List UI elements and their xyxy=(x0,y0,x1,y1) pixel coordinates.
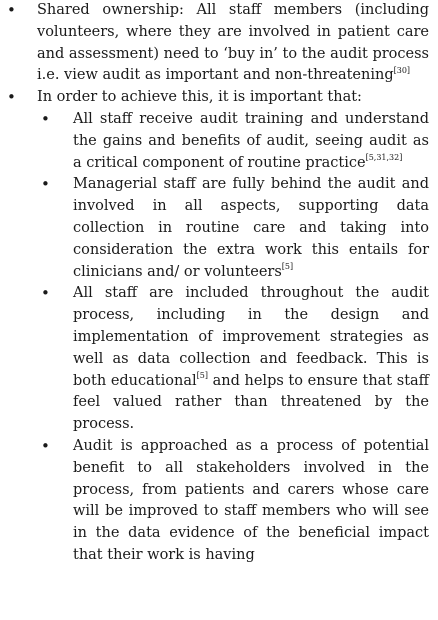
sub-item-managerial-staff xyxy=(0,174,429,283)
citation: [5] xyxy=(281,261,294,271)
item-text: Audit is approached as a process of potential benefit to all stakeholders involved in the process, from patients and carers whose care will be improved to staff members who will see in the data evidence of the beneficial impact that their work is having xyxy=(73,437,429,563)
bullet-icon: • xyxy=(7,88,16,107)
sub-item-all-staff-included xyxy=(0,283,429,436)
bullet-icon: • xyxy=(41,175,50,194)
list-item-shared-ownership xyxy=(0,0,429,87)
citation: [5,31,32] xyxy=(365,152,403,162)
item-text-continued: and helps to ensure that staff feel valued rather than threatened by the process. xyxy=(73,372,429,433)
item-text: All staff are included throughout the audit process, including in the design and implementation of improvement strategies as well as data collection and feedback. This is both educational xyxy=(73,285,429,389)
sub-item-audit-training xyxy=(0,109,429,174)
sub-item-audit-approach xyxy=(0,436,429,567)
item-text: All staff receive audit training and understand the gains and benefits of audit, seeing audit as a critical component of routine practice xyxy=(73,110,429,171)
item-text: Managerial staff are fully behind the audit and involved in all aspects, supporting data collection in routine care and taking into consideration the extra work this entails for clinicians and/ or volunteers xyxy=(73,176,429,280)
citation: [5] xyxy=(196,370,208,380)
bullet-icon: • xyxy=(7,1,16,19)
item-text: In order to achieve this, it is important that: xyxy=(37,89,362,106)
bullet-icon: • xyxy=(41,284,50,303)
list-item-in-order-to-achieve xyxy=(0,87,429,109)
citation: [30] xyxy=(393,65,411,75)
item-text: Shared ownership: All staff members (including volunteers, where they are involved in patient care and assessment) need to ‘buy in’ to the audit process i.e. view audit as important and non-threatening xyxy=(37,2,429,84)
bullet-icon: • xyxy=(41,109,50,128)
bullet-icon: • xyxy=(41,436,50,455)
